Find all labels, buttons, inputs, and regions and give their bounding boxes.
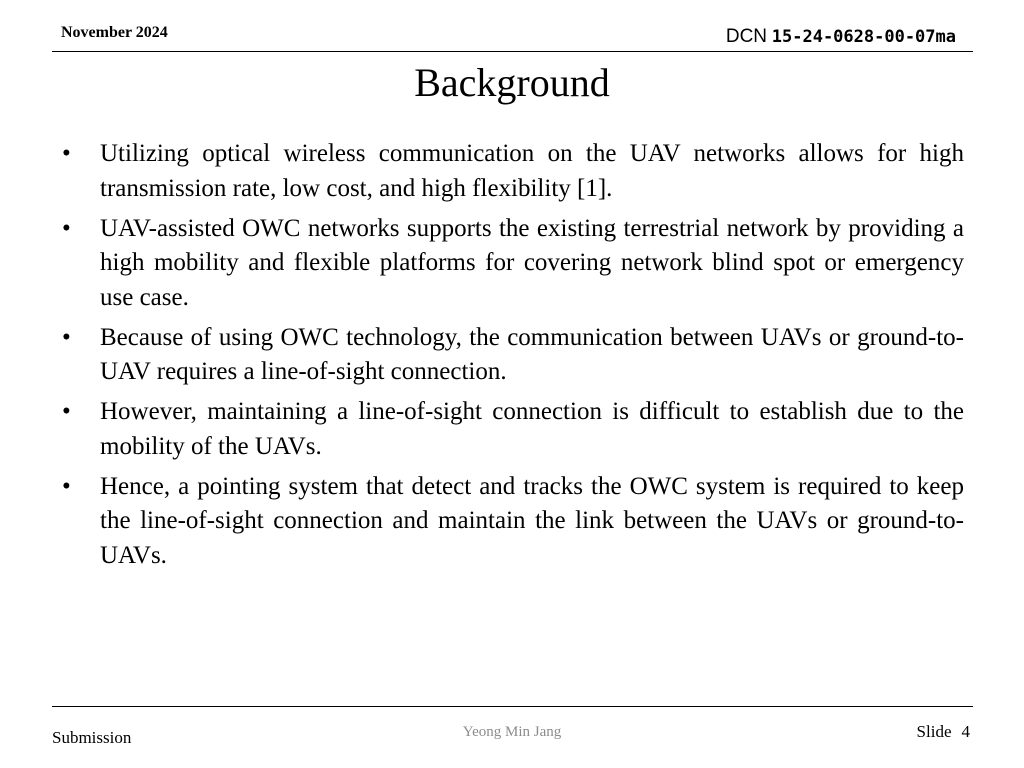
bullet-marker: • (62, 398, 71, 425)
bullet-item (62, 395, 964, 464)
document-control-number (726, 26, 956, 48)
header-divider (52, 51, 973, 52)
slide-title: Background (414, 60, 610, 105)
bullet-marker: • (62, 323, 71, 351)
bullet-item (62, 212, 964, 316)
dcn-number: 15-24-0628-00-07ma (771, 27, 956, 47)
footer-submission: Submission (52, 728, 132, 747)
slide-label: Slide (916, 722, 952, 741)
dcn-label: DCN (725, 26, 768, 47)
bullet-item (62, 137, 964, 206)
bullet-item (62, 470, 964, 574)
footer-divider (52, 706, 973, 707)
bullet-text: Utilizing optical wireless communication on the UAV networks allows for high transmission rate, low cost, and high flexibility [1]. (100, 140, 964, 202)
bullet-item (62, 321, 964, 390)
bullet-text: Hence, a pointing system that detect and tracks the OWC system is required to keep the line-of-sight connection and maintain the link between the UAVs or ground-to-UAVs. (100, 472, 964, 569)
bullet-list (62, 137, 964, 579)
bullet-marker: • (62, 214, 71, 242)
footer-slide-indicator (917, 722, 970, 742)
bullet-text: UAV-assisted OWC networks supports the existing terrestrial network by providing a high mobility and flexible platforms for covering network blind spot or emergency use case. (100, 214, 964, 311)
bullet-marker: • (62, 472, 71, 500)
slide-number: 4 (961, 722, 970, 741)
footer-author: Yeong Min Jang (462, 724, 562, 740)
bullet-text: However, maintaining a line-of-sight connection is difficult to establish due to the mobility of the UAVs. (100, 398, 964, 460)
bullet-marker: • (62, 140, 71, 167)
bullet-text: Because of using OWC technology, the communication between UAVs or ground-to-UAV requires a line-of-sight connection. (100, 323, 964, 385)
header-date: November 2024 (61, 24, 168, 41)
